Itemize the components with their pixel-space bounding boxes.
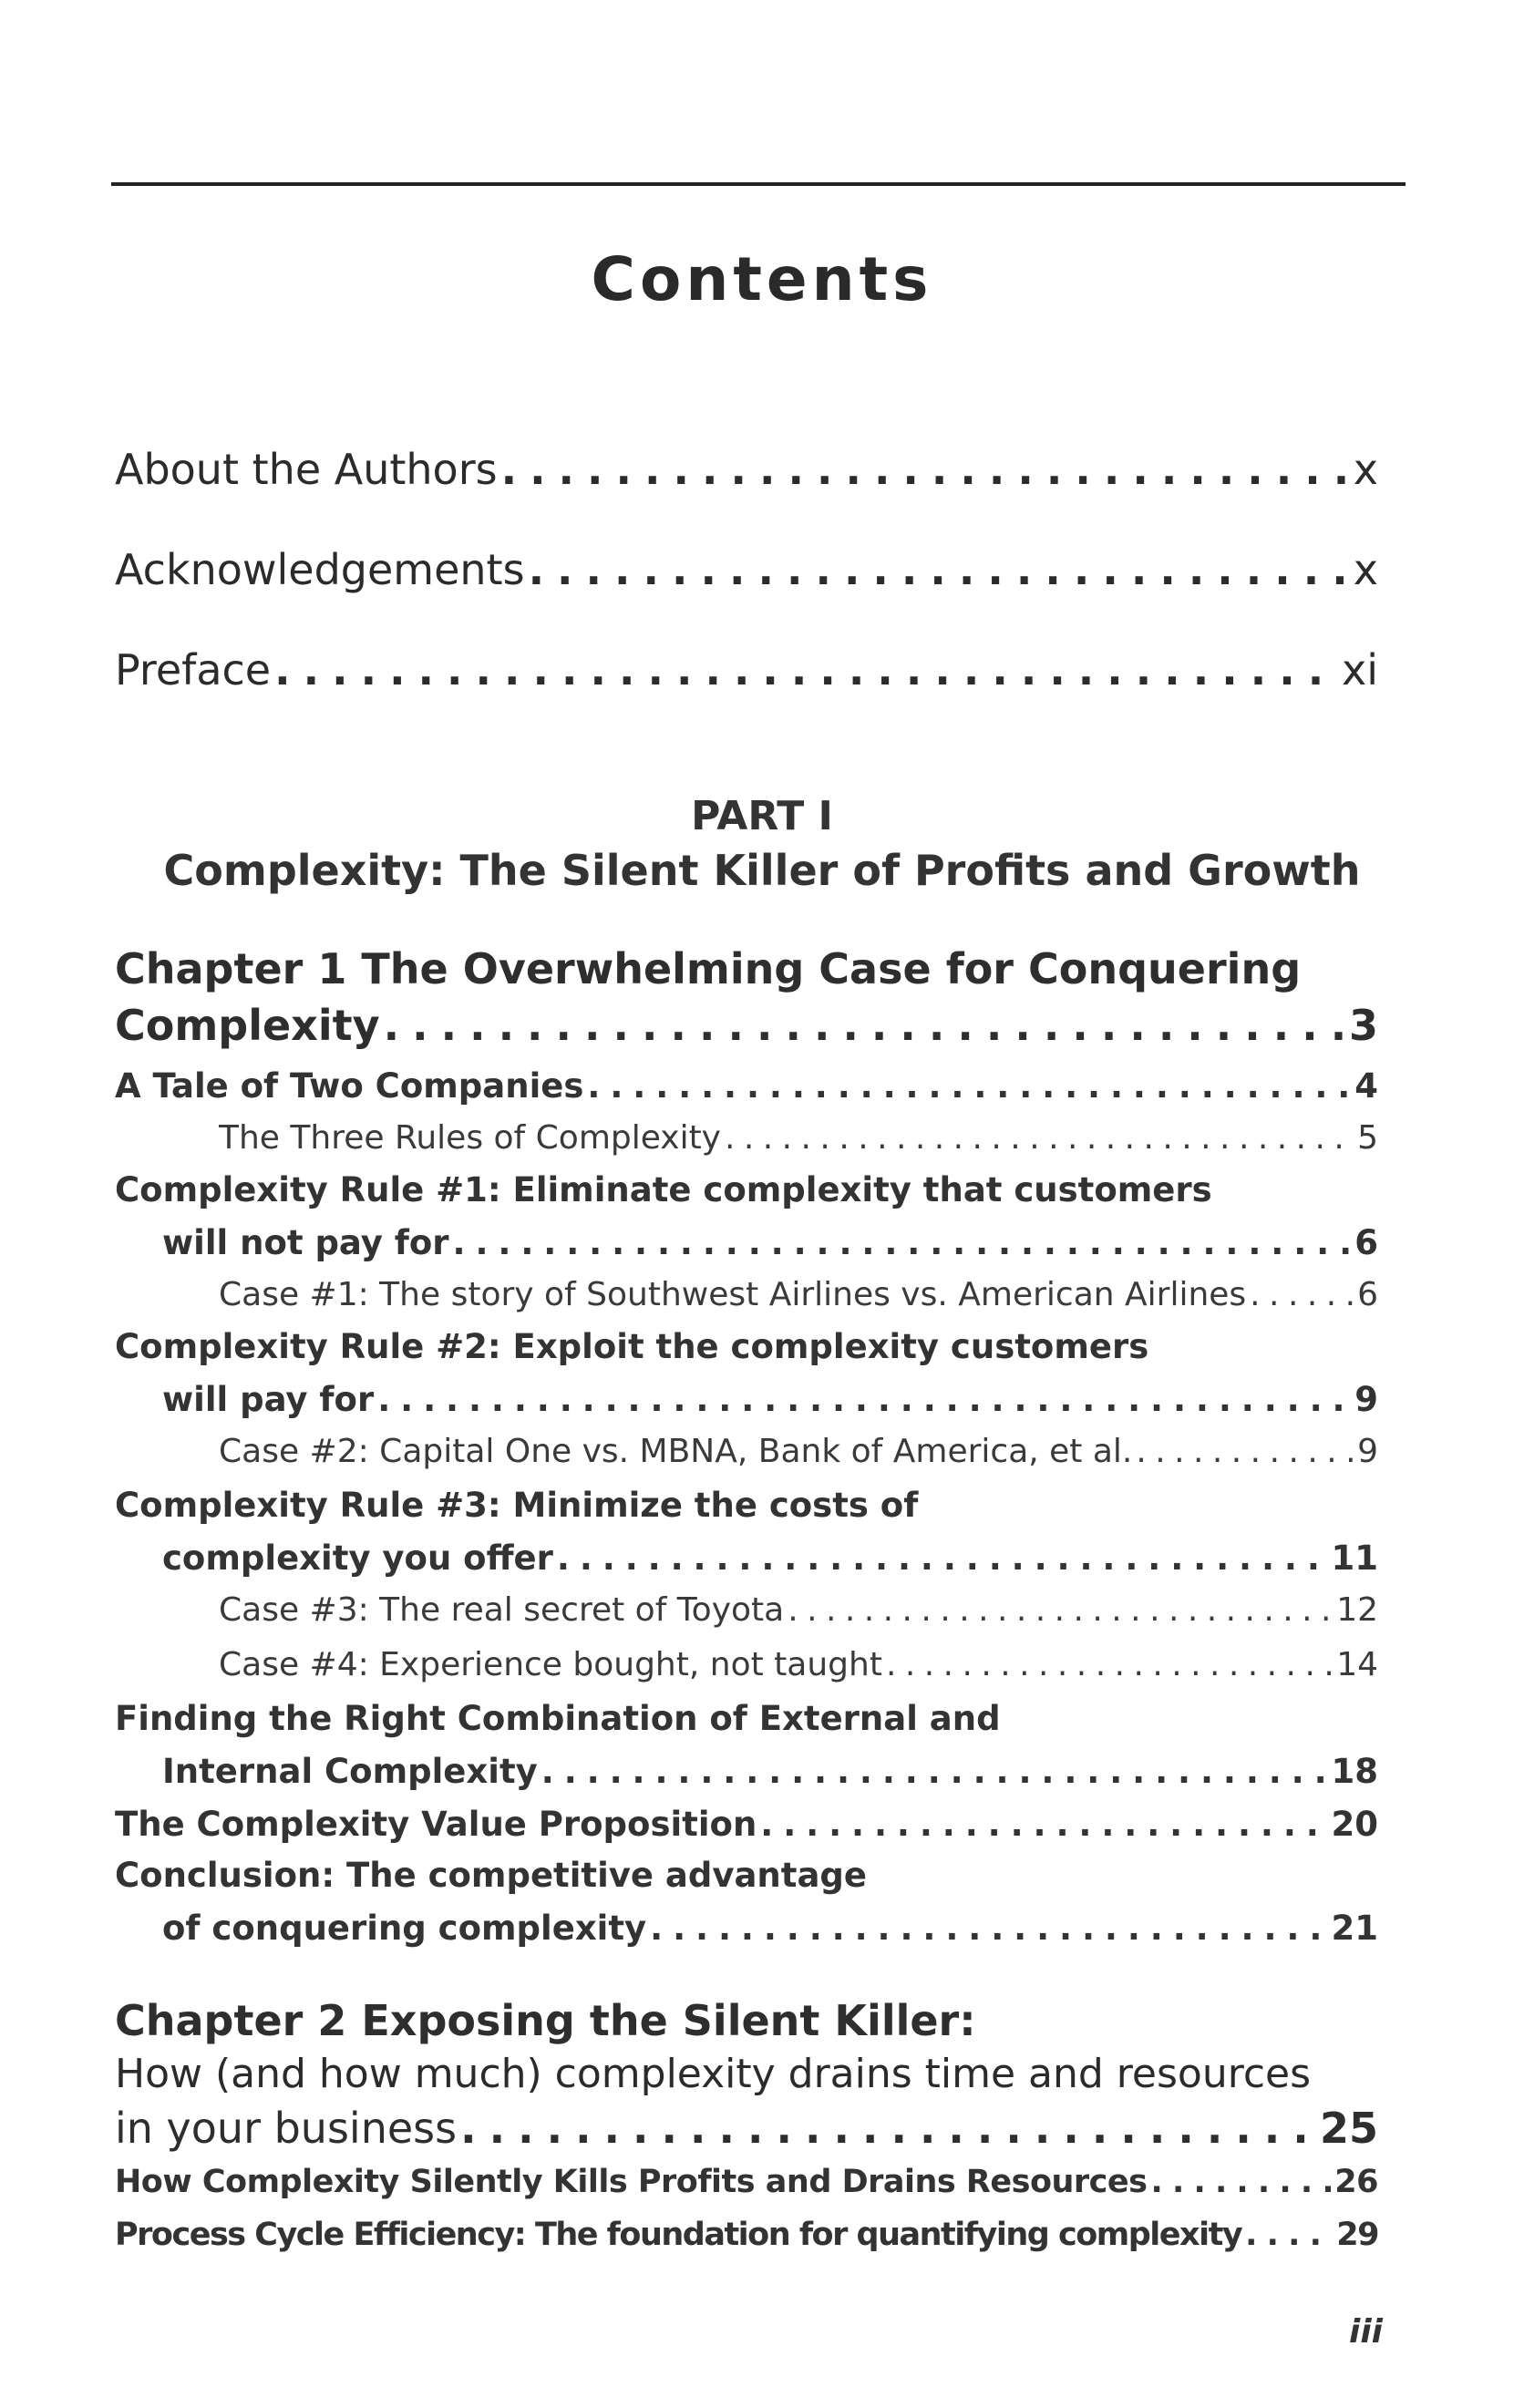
- dot-leader: [1245, 2217, 1333, 2253]
- dot-leader: [650, 1909, 1327, 1948]
- dot-leader: [460, 2104, 1316, 2153]
- toc-entry-label: About the Authors: [115, 445, 498, 494]
- dot-leader: [788, 1591, 1333, 1629]
- rule1-heading: Complexity Rule #1: Eliminate complexity that customers: [115, 1170, 1212, 1209]
- toc-entry-rule1: [162, 1223, 1378, 1262]
- toc-entry-page: 21: [1331, 1909, 1378, 1948]
- toc-entry-page: 20: [1331, 1805, 1378, 1844]
- toc-entry-page: x: [1353, 445, 1378, 494]
- chapter1-heading: Chapter 1 The Overwhelming Case for Conquering: [115, 944, 1302, 993]
- toc-entry-page: 9: [1354, 1380, 1378, 1419]
- chapter2-entry: [115, 2104, 1378, 2153]
- toc-entry-page: 26: [1334, 2164, 1378, 2200]
- toc-entry-page: 11: [1331, 1538, 1378, 1578]
- conclusion-heading: Conclusion: The competitive advantage: [115, 1856, 868, 1895]
- top-rule: [111, 182, 1406, 186]
- toc-entry-label: Acknowledgements: [115, 545, 525, 594]
- toc-entry-value-prop: [115, 1805, 1378, 1844]
- chapter2-heading: Chapter 2 Exposing the Silent Killer:: [115, 1996, 976, 2045]
- dot-leader: [760, 1805, 1327, 1844]
- toc-entry-label: The Complexity Value Proposition: [115, 1805, 757, 1844]
- toc-entry-label: will not pay for: [162, 1223, 449, 1262]
- dot-leader: [725, 1119, 1354, 1157]
- toc-entry-page: 18: [1331, 1752, 1378, 1791]
- toc-entry-page: 3: [1348, 1001, 1378, 1050]
- toc-entry-conclusion: [162, 1909, 1378, 1948]
- dot-leader: [1151, 2164, 1332, 2200]
- toc-entry-page: 29: [1336, 2217, 1378, 2253]
- dot-leader: [529, 545, 1350, 594]
- chapter1-entry: [115, 1001, 1378, 1050]
- dot-leader: [1136, 1433, 1354, 1470]
- part-number: PART I: [691, 793, 833, 839]
- toc-entry-label: Case #4: Experience bought, not taught: [219, 1646, 882, 1683]
- toc-entry-page: 5: [1357, 1119, 1378, 1157]
- toc-entry-about-authors: [115, 445, 1378, 494]
- toc-entry-label: Case #3: The real secret of Toyota: [219, 1591, 785, 1629]
- rule3-heading: Complexity Rule #3: Minimize the costs of: [115, 1486, 919, 1525]
- toc-entry-page: 25: [1319, 2104, 1378, 2153]
- toc-entry-case3: [219, 1591, 1378, 1629]
- dot-leader: [557, 1538, 1328, 1578]
- toc-entry-label: How Complexity Silently Kills Profits and Drains Resources: [115, 2164, 1148, 2200]
- chapter2-subheading: How (and how much) complexity drains time and resources: [115, 2051, 1312, 2097]
- toc-entry-three-rules: [219, 1119, 1378, 1157]
- toc-entry-how-kills: [115, 2164, 1378, 2200]
- finding-heading: Finding the Right Combination of External and: [115, 1699, 1001, 1738]
- toc-entry-pce: [115, 2217, 1378, 2253]
- toc-entry-acknowledgements: [115, 545, 1378, 594]
- toc-entry-tale: [115, 1066, 1378, 1106]
- toc-entry-label: The Three Rules of Complexity: [219, 1119, 721, 1157]
- dot-leader: [384, 1001, 1345, 1050]
- toc-entry-label: Case #1: The story of Southwest Airlines vs. American Airlines: [219, 1276, 1247, 1313]
- toc-entry-label: will pay for: [162, 1380, 375, 1419]
- dot-leader: [587, 1066, 1351, 1106]
- toc-entry-page: 4: [1354, 1066, 1378, 1106]
- rule2-heading: Complexity Rule #2: Exploit the complexity customers: [115, 1327, 1149, 1366]
- page-folio: iii: [1349, 2313, 1384, 2351]
- toc-entry-rule2: [162, 1380, 1378, 1419]
- toc-entry-label: Case #2: Capital One vs. MBNA, Bank of America, et al.: [219, 1433, 1133, 1470]
- toc-entry-label: A Tale of Two Companies: [115, 1066, 584, 1106]
- toc-entry-label: in your business: [115, 2104, 458, 2153]
- toc-entry-label: Complexity: [115, 1001, 380, 1050]
- toc-entry-preface: [115, 645, 1378, 695]
- toc-entry-finding: [162, 1752, 1378, 1791]
- toc-entry-page: 6: [1357, 1276, 1378, 1313]
- dot-leader: [1250, 1276, 1354, 1313]
- page-title: Contents: [591, 244, 933, 314]
- toc-entry-label: Preface: [115, 645, 272, 695]
- dot-leader: [886, 1646, 1333, 1683]
- dot-leader: [501, 445, 1350, 494]
- toc-entry-page: xi: [1341, 645, 1378, 695]
- dot-leader: [377, 1380, 1351, 1419]
- dot-leader: [274, 645, 1338, 695]
- toc-entry-rule3: [162, 1538, 1378, 1578]
- toc-entry-page: 12: [1336, 1591, 1378, 1629]
- toc-entry-case4: [219, 1646, 1378, 1683]
- toc-entry-label: complexity you offer: [162, 1538, 553, 1578]
- dot-leader: [541, 1752, 1328, 1791]
- toc-entry-label: of conquering complexity: [162, 1909, 647, 1948]
- toc-entry-page: 14: [1336, 1646, 1378, 1683]
- toc-entry-page: 9: [1357, 1433, 1378, 1470]
- toc-entry-case1: [219, 1276, 1378, 1313]
- part-subtitle: Complexity: The Silent Killer of Profits and Growth: [163, 846, 1361, 895]
- toc-entry-page: x: [1353, 545, 1378, 594]
- dot-leader: [453, 1223, 1352, 1262]
- toc-entry-label: Process Cycle Efficiency: The foundation for quantifying complexity: [115, 2217, 1242, 2253]
- toc-entry-label: Internal Complexity: [162, 1752, 538, 1791]
- toc-entry-page: 6: [1354, 1223, 1378, 1262]
- toc-entry-case2: [219, 1433, 1378, 1470]
